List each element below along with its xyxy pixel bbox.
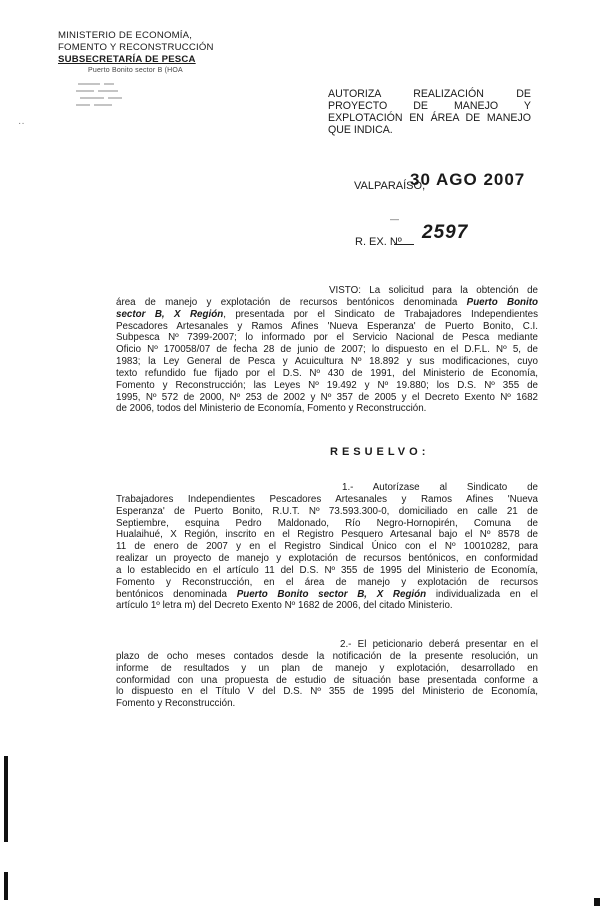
article-1-line: Hualaihué, X Región, inscrito en el Registro Pesquero Artesanal bajo el Nº 8578 de xyxy=(116,529,538,541)
letterhead xyxy=(58,30,228,75)
article-2-line: Fomento y Reconstrucción. xyxy=(116,698,236,710)
title-line: PROYECTO DE MANEJO Y xyxy=(328,100,531,112)
scan-edge-mark xyxy=(4,872,8,900)
scan-corner-mark xyxy=(594,898,600,906)
resuelvo-heading: RESUELVO: xyxy=(330,446,430,458)
visto-line: Pescadores Artesanales y Ramos Afines 'Nueva Esperanza' de Puerto Bonito, C.I. xyxy=(116,320,538,332)
article-1-line: 1.- Autorízase al Sindicato de xyxy=(342,482,538,493)
visto-paragraph xyxy=(116,285,538,415)
article-1-line: realizar un proyecto de manejo y explotación de recursos bentónicos, en conformidad xyxy=(116,553,538,565)
location-note: Puerto Bonito sector B (HOA xyxy=(88,67,183,74)
visto-line: 1995, Nº 572 de 2000, Nº 253 de 2002 y Nº 357 de 2005 y el Decreto Exento Nº 1682 xyxy=(116,391,538,403)
article-1-line: Septiembre, esquina Pedro Maldonado, Río Negro-Hornopirén, Comuna de xyxy=(116,517,538,529)
article-2-paragraph xyxy=(116,639,538,710)
visto-line: Oficio Nº 170058/07 de fecha 28 de junio de 2007; lo dispuesto en el D.F.L. Nº 5, de xyxy=(116,344,538,356)
article-1-line: a lo establecido en el artículo 11 del D.S. Nº 355 de 1995 del Ministerio de Economía, xyxy=(116,564,538,576)
resolution-number: 2597 xyxy=(422,222,469,243)
resolution-title xyxy=(328,88,531,136)
article-2-line: 2.- El peticionario deberá presentar en el xyxy=(340,639,538,650)
article-1-line: bentónicos denominada Puerto Bonito sector B, X Región individualizada en el xyxy=(116,588,538,600)
visto-line: de 2006, todos del Ministerio de Economía, Fomento y Reconstrucción. xyxy=(116,403,427,415)
article-1-line: Fomento y Reconstrucción, en el área de manejo y explotación de recursos xyxy=(116,576,538,588)
scan-speck: ·· xyxy=(18,118,25,129)
article-1-line: artículo 1º letra m) del Decreto Exento Nº 1682 de 2006, del citado Ministerio. xyxy=(116,600,453,612)
resolution-label: R. EX. Nº xyxy=(355,236,402,248)
article-1-line: Esperanza' de Puerto Bonito, R.U.T. Nº 73.593.300-0, domiciliado en calle 21 de xyxy=(116,505,538,517)
visto-line: 1983; la Ley General de Pesca y Acuicultura Nº 18.892 y sus modificaciones, cuyo xyxy=(116,356,538,368)
title-line: AUTORIZA REALIZACIÓN DE xyxy=(328,88,531,100)
received-stamp-mark xyxy=(74,78,134,112)
visto-line: VISTO: La solicitud para la obtención de xyxy=(329,285,538,296)
visto-line: sector B, X Región, presentada por el Sindicato de Trabajadores Independientes xyxy=(116,308,538,320)
dash-mark: — xyxy=(390,214,399,224)
subsecretaria-name: SUBSECRETARÍA DE PESCA xyxy=(58,54,196,65)
ministry-line-1: MINISTERIO DE ECONOMÍA, xyxy=(58,30,193,41)
visto-line: área de manejo y explotación de recursos bentónicos denominada Puerto Bonito xyxy=(116,296,539,308)
title-line: EXPLOTACIÓN EN ÁREA DE MANEJO xyxy=(328,112,531,124)
visto-line: Fomento y Reconstrucción; las Leyes Nº 19.492 y Nº 19.880; los D.S. Nº 355 de xyxy=(116,379,538,391)
article-1-paragraph xyxy=(116,482,538,612)
article-1-line: 11 de enero de 2007 y en el Registro Sindical Único con el Nº 10010282, para xyxy=(116,541,538,553)
date-stamp: 30 AGO 2007 xyxy=(410,170,526,189)
article-2-line: lo dispuesto en el Título V del D.S. Nº 355 de 1995 del Ministerio de Economía, xyxy=(116,686,538,698)
article-1-line: Trabajadores Independientes Pescadores Artesanales y Ramos Afines 'Nueva xyxy=(116,493,538,505)
visto-line: Subpesca Nº 7399-2007; lo informado por el Servicio Nacional de Pesca mediante xyxy=(116,332,538,344)
ministry-line-2: FOMENTO Y RECONSTRUCCIÓN xyxy=(58,42,214,53)
number-underline xyxy=(394,244,414,245)
scan-edge-mark xyxy=(4,756,8,842)
article-2-line: conformidad con una propuesta de estudio de situación base presentada conforme a xyxy=(116,674,538,686)
article-2-line: plazo de ocho meses contados desde la notificación de la presente resolución, un xyxy=(116,650,538,662)
visto-line: texto refundido fue fijado por el D.S. Nº 430 de 1991, del Ministerio de Economía, xyxy=(116,367,538,379)
place: VALPARAÍSO, xyxy=(354,180,426,192)
title-line: QUE INDICA. xyxy=(328,124,393,136)
article-2-line: informe de resultados y un plan de manejo y explotación, desarrollado en xyxy=(116,662,538,674)
